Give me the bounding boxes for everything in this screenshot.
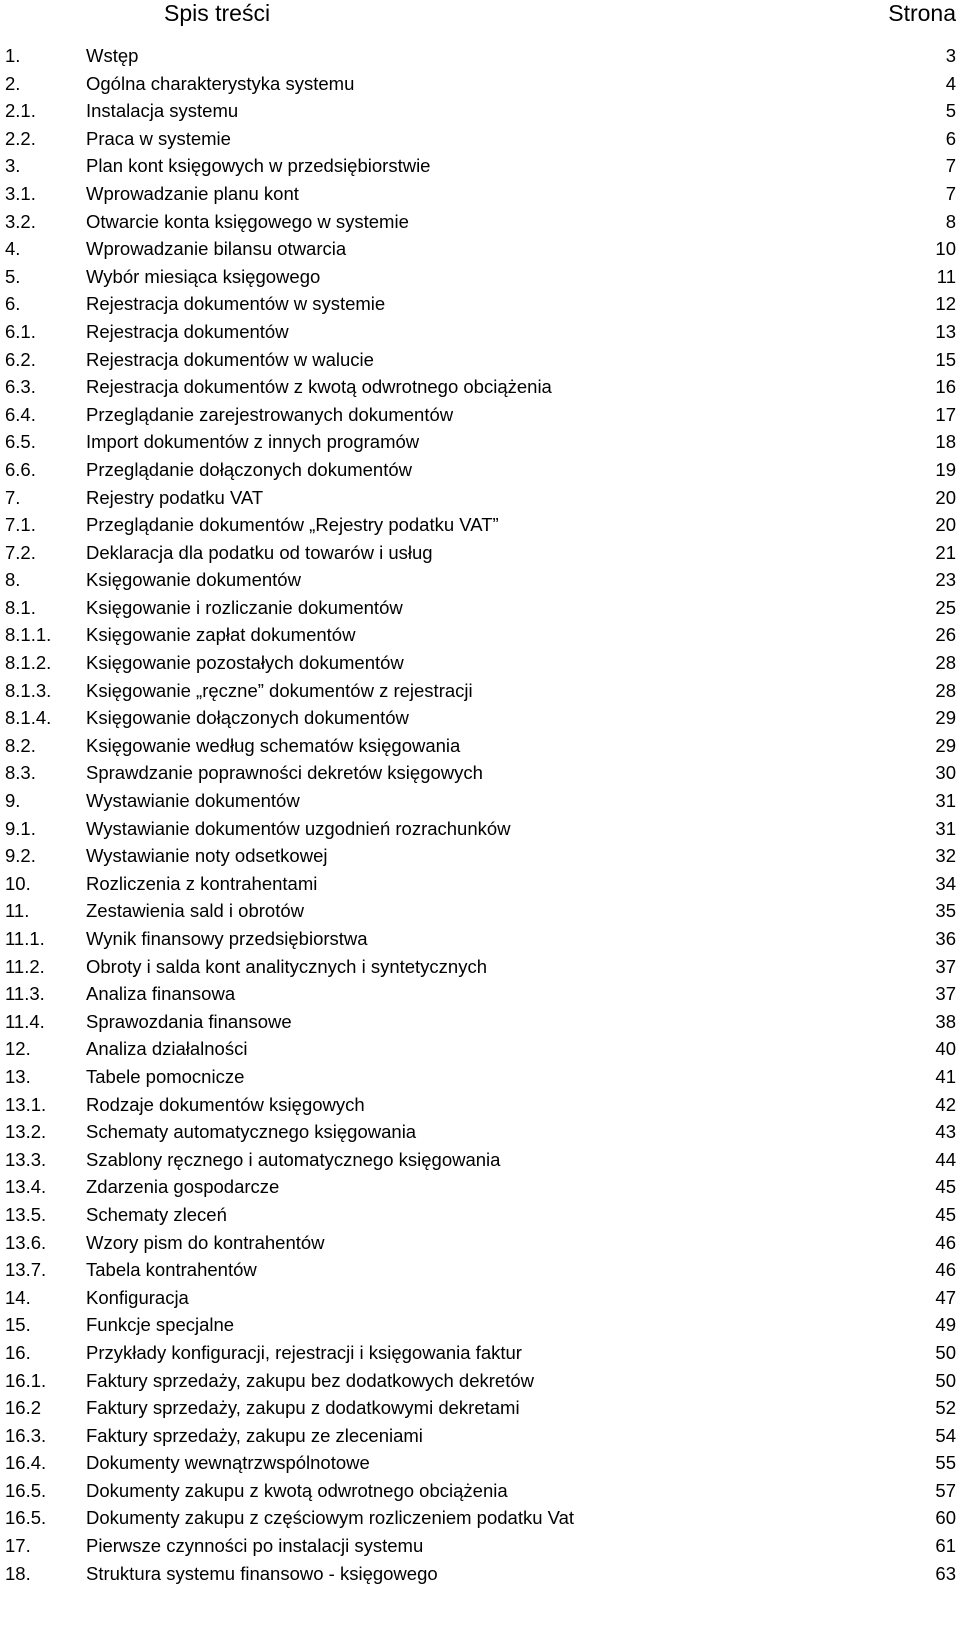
toc-entry-number: 8.2. [5,734,36,756]
toc-entry-label: Wzory pism do kontrahentów [86,1231,325,1253]
toc-entry-label: Księgowanie dokumentów [86,569,301,591]
toc-entry-number: 6.2. [5,348,36,370]
toc-entry-label: Rejestry podatku VAT [86,486,264,508]
toc-entry-label: Plan kont księgowych w przedsiębiorstwie [86,155,431,177]
toc-entry-page: 46 [935,1231,956,1253]
toc-entry-label: Tabela kontrahentów [86,1259,257,1281]
toc-entry-number: 8.1.1. [5,624,52,646]
toc-entry-label: Dokumenty zakupu z kwotą odwrotnego obciążenia [86,1479,508,1501]
toc-entry-number: 6.4. [5,403,36,425]
toc-entry-page: 28 [935,652,956,674]
toc-entry-label: Rejestracja dokumentów [86,320,289,342]
toc-entry[interactable] [0,1173,960,1201]
toc-entry-number: 17. [5,1535,31,1557]
toc-entry[interactable] [0,456,960,484]
toc-entry-label: Przeglądanie zarejestrowanych dokumentów [86,403,454,425]
toc-entry-page: 37 [935,955,956,977]
toc-entry-label: Faktury sprzedaży, zakupu z dodatkowymi dekretami [86,1397,520,1419]
toc-entry-number: 6. [5,293,21,315]
toc-entry-page: 46 [935,1259,956,1281]
toc-entry-number: 6.5. [5,431,36,453]
toc-entry-page: 61 [935,1535,956,1557]
toc-entry[interactable] [0,263,960,291]
toc-entry-label: Sprawdzanie poprawności dekretów księgowych [86,762,483,784]
toc-entry-page: 50 [935,1341,956,1363]
toc-entry-page: 40 [935,1038,956,1060]
toc-entry-number: 16.2 [5,1397,42,1419]
toc-entry-page: 44 [935,1148,956,1170]
toc-title: Spis treści [164,0,271,26]
toc-entry-number: 7.2. [5,541,36,563]
toc-entry[interactable] [0,70,960,98]
toc-entry-label: Analiza działalności [86,1038,248,1060]
toc-entry-page: 10 [935,238,956,260]
toc-entry-page: 7 [945,155,956,177]
toc-entry-label: Faktury sprzedaży, zakupu bez dodatkowych dekretów [86,1369,534,1391]
toc-entry-number: 6.1. [5,320,36,342]
toc-entry-number: 13.5. [5,1203,47,1225]
toc-entry[interactable] [0,1532,960,1560]
toc-page-column-heading: Strona [888,0,956,26]
toc-entry[interactable] [0,1063,960,1091]
toc-entry-page: 38 [935,1010,956,1032]
toc-entry[interactable] [0,1229,960,1257]
toc-entry-label: Rejestracja dokumentów z kwotą odwrotnego obciążenia [86,376,552,398]
toc-entry-number: 2.1. [5,100,36,122]
toc-entry-page: 20 [935,514,956,536]
toc-entry[interactable] [0,42,960,70]
toc-entry-page: 13 [935,320,956,342]
toc-entry[interactable] [0,1339,960,1367]
toc-entry[interactable] [0,1118,960,1146]
toc-entry-label: Dokumenty wewnątrzwspólnotowe [86,1452,370,1474]
toc-entry[interactable] [0,1311,960,1339]
toc-entry-label: Ogólna charakterystyka systemu [86,72,355,94]
toc-entry-page: 36 [935,928,956,949]
toc-entry-number: 3.1. [5,182,36,204]
toc-entry[interactable] [0,539,960,567]
toc-entry-page: 47 [935,1286,956,1308]
toc-entry-number: 5. [5,265,21,287]
toc-entry-label: Rejestracja dokumentów w walucie [86,348,374,370]
toc-entry-number: 2. [5,72,21,94]
toc-entry-number: 6.3. [5,376,36,398]
toc-entry-number: 13.3. [5,1148,47,1170]
toc-entry[interactable] [0,925,960,953]
toc-entry-label: Obroty i salda kont analitycznych i syntetycznych [86,955,488,977]
toc-entry-number: 1. [5,45,21,66]
toc-entry[interactable] [0,649,960,677]
toc-entry[interactable] [0,621,960,649]
toc-entry[interactable] [0,428,960,456]
toc-entry-number: 15. [5,1314,31,1336]
toc-entry[interactable] [0,1201,960,1229]
toc-entry[interactable] [0,1477,960,1505]
toc-entry-label: Sprawozdania finansowe [86,1010,292,1032]
toc-entry-label: Wystawianie dokumentów [86,790,300,812]
toc-entry-label: Zdarzenia gospodarcze [86,1176,280,1198]
toc-entry[interactable] [0,787,960,815]
toc-entry-label: Wprowadzanie planu kont [86,182,299,204]
toc-entry[interactable] [0,953,960,981]
toc-entry-page: 11 [936,265,956,287]
toc-entry[interactable] [0,897,960,925]
toc-entry-number: 8. [5,569,21,591]
toc-entry-number: 18. [5,1562,31,1584]
toc-entry-label: Struktura systemu finansowo - księgowego [86,1562,438,1584]
toc-entry[interactable] [0,566,960,594]
toc-entry-label: Analiza finansowa [86,983,236,1005]
toc-entry[interactable] [0,1256,960,1284]
toc-entry-number: 4. [5,238,21,260]
toc-entry[interactable] [0,152,960,180]
toc-entry-page: 8 [945,210,956,232]
toc-entry[interactable] [0,594,960,622]
toc-entry-label: Rozliczenia z kontrahentami [86,872,318,894]
toc-entry[interactable] [0,373,960,401]
toc-entry-page: 31 [935,790,956,812]
toc-entry[interactable] [0,815,960,843]
toc-entry-number: 8.1.4. [5,707,52,729]
toc-entry-label: Wybór miesiąca księgowego [86,265,321,287]
toc-entry-label: Faktury sprzedaży, zakupu ze zleceniami [86,1424,423,1446]
toc-entry[interactable] [0,511,960,539]
toc-entry-number: 13.7. [5,1259,47,1281]
toc-entry-number: 7. [5,486,21,508]
toc-entry-label: Przeglądanie dołączonych dokumentów [86,458,413,480]
toc-entry[interactable] [0,842,960,870]
toc-entry[interactable] [0,318,960,346]
toc-header [0,0,960,30]
toc-entry-number: 16.5. [5,1479,47,1501]
toc-entry[interactable] [0,401,960,429]
toc-entry-page: 45 [935,1203,956,1225]
toc-entry-number: 2.2. [5,127,36,149]
toc-entry-label: Przykłady konfiguracji, rejestracji i księgowania faktur [86,1341,522,1363]
toc-entry-page: 54 [935,1424,956,1446]
toc-entry-label: Szablony ręcznego i automatycznego księgowania [86,1148,501,1170]
toc-entry-label: Wystawianie dokumentów uzgodnień rozrachunków [86,817,511,839]
toc-entry-page: 55 [935,1452,956,1474]
toc-entry-number: 16.4. [5,1452,47,1474]
toc-entry[interactable] [0,759,960,787]
toc-entry-page: 45 [935,1176,956,1198]
toc-entry-number: 13.4. [5,1176,47,1198]
toc-entry-number: 13.1. [5,1093,47,1115]
toc-entry-page: 3 [945,45,956,66]
toc-entry-number: 9. [5,790,21,812]
toc-entry-page: 17 [935,403,956,425]
toc-entry[interactable] [0,1091,960,1119]
toc-entry-page: 12 [935,293,956,315]
toc-entry-number: 13.2. [5,1121,47,1143]
toc-entry[interactable] [0,677,960,705]
toc-entry-number: 8.3. [5,762,36,784]
toc-entry[interactable] [0,180,960,208]
toc-entry-page: 26 [935,624,956,646]
toc-entry-label: Funkcje specjalne [86,1314,235,1336]
toc-entry-page: 34 [935,872,956,894]
toc-entry-page: 57 [935,1479,956,1501]
toc-entry-page: 20 [935,486,956,508]
toc-entry-number: 8.1.2. [5,652,52,674]
toc-entry-number: 9.1. [5,817,36,839]
toc-entry-page: 7 [945,182,956,204]
toc-entry-label: Księgowanie dołączonych dokumentów [86,707,409,729]
toc-entry[interactable] [0,97,960,125]
toc-entry-number: 9.2. [5,845,36,867]
toc-entry-page: 16 [935,376,956,398]
toc-entry-number: 16.5. [5,1507,47,1529]
toc-entry-number: 16. [5,1341,31,1363]
toc-entry-label: Księgowanie według schematów księgowania [86,734,461,756]
toc-entry-number: 11.2. [5,955,45,977]
toc-entry-label: Import dokumentów z innych programów [86,431,420,453]
toc-entry-label: Dokumenty zakupu z częściowym rozliczeniem podatku Vat [86,1507,575,1529]
toc-entry-number: 11.3. [5,983,45,1005]
toc-entry[interactable] [0,1504,960,1532]
toc-entry-page: 37 [935,983,956,1005]
toc-entry-number: 13. [5,1065,31,1087]
toc-entry-label: Rodzaje dokumentów księgowych [86,1093,365,1115]
toc-entry-page: 63 [935,1562,956,1584]
toc-entry-number: 16.1. [5,1369,47,1391]
toc-entry-label: Schematy zleceń [86,1203,227,1225]
toc-entry[interactable] [0,1035,960,1063]
toc-entry-page: 19 [935,458,956,480]
toc-entry[interactable] [0,980,960,1008]
toc-entry[interactable] [0,1284,960,1312]
toc-entry-number: 6.6. [5,458,36,480]
toc-entry[interactable] [0,235,960,263]
toc-entry-page: 50 [935,1369,956,1391]
toc-entry-page: 60 [935,1507,956,1529]
toc-entry-page: 4 [945,72,956,94]
toc-entry-label: Tabele pomocnicze [86,1065,245,1087]
toc-entry-page: 6 [945,127,956,149]
toc-entry-page: 49 [935,1314,956,1336]
toc-entry-page: 5 [945,100,956,122]
toc-entry[interactable] [0,125,960,153]
toc-entry-page: 25 [935,596,956,618]
toc-entry-page: 21 [935,541,956,563]
toc-entry-label: Konfiguracja [86,1286,189,1308]
toc-entry-number: 16.3. [5,1424,47,1446]
toc-entry-number: 11. [5,900,30,922]
toc-entry[interactable] [0,1394,960,1422]
toc-entry-page: 43 [935,1121,956,1143]
toc-entry-label: Pierwsze czynności po instalacji systemu [86,1535,424,1557]
toc-entry-number: 8.1. [5,596,36,618]
toc-entry-label: Księgowanie zapłat dokumentów [86,624,356,646]
toc-entry-label: Wynik finansowy przedsiębiorstwa [86,928,368,949]
toc-entry-label: Schematy automatycznego księgowania [86,1121,417,1143]
toc-entry-label: Zestawienia sald i obrotów [86,900,304,922]
toc-entry-page: 29 [935,734,956,756]
toc-entry-number: 11.1. [5,928,45,949]
toc-entry-page: 42 [935,1093,956,1115]
toc-entry-page: 41 [935,1065,956,1087]
toc-entry-number: 3.2. [5,210,36,232]
toc-entry-label: Instalacja systemu [86,100,239,122]
toc-entry-number: 7.1. [5,514,36,536]
toc-entry[interactable] [0,1449,960,1477]
toc-entry-label: Księgowanie i rozliczanie dokumentów [86,596,403,618]
toc-entry[interactable] [0,1008,960,1036]
toc-entry-page: 35 [935,900,956,922]
toc-entry[interactable] [0,346,960,374]
toc-entry[interactable] [0,208,960,236]
toc-entry-label: Wstęp [86,45,139,66]
toc-entry-page: 52 [935,1397,956,1419]
toc-entry[interactable] [0,704,960,732]
toc-entry-number: 13.6. [5,1231,47,1253]
toc-entry[interactable] [0,732,960,760]
toc-entry-page: 32 [935,845,956,867]
toc-entry-label: Wprowadzanie bilansu otwarcia [86,238,347,260]
toc-entry[interactable] [0,1560,960,1588]
toc-entry-label: Otwarcie konta księgowego w systemie [86,210,409,232]
toc-entry-page: 29 [935,707,956,729]
toc-entry[interactable] [0,484,960,512]
toc-entry-number: 8.1.3. [5,679,52,701]
toc-entry-label: Przeglądanie dokumentów „Rejestry podatku VAT” [86,514,499,536]
toc-entry-page: 18 [935,431,956,453]
toc-entry-label: Rejestracja dokumentów w systemie [86,293,386,315]
toc-entry-page: 31 [935,817,956,839]
toc-entry[interactable] [0,1146,960,1174]
toc-entry-number: 10. [5,872,31,894]
toc-entry-label: Księgowanie pozostałych dokumentów [86,652,404,674]
toc-entry-number: 3. [5,155,21,177]
toc-entry-number: 14. [5,1286,31,1308]
toc-entry-page: 23 [935,569,956,591]
toc-entry[interactable] [0,1367,960,1395]
toc-entry-page: 15 [935,348,956,370]
toc-entry-label: Praca w systemie [86,127,231,149]
toc-entry-label: Księgowanie „ręczne” dokumentów z rejestracji [86,679,473,701]
toc-entry-number: 12. [5,1038,31,1060]
toc-entry-page: 30 [935,762,956,784]
toc-entry-label: Wystawianie noty odsetkowej [86,845,328,867]
toc-entry[interactable] [0,870,960,898]
toc-entry-number: 11.4. [5,1010,45,1032]
toc-entry[interactable] [0,290,960,318]
toc-list [0,42,960,1587]
toc-entry-label: Deklaracja dla podatku od towarów i usług [86,541,433,563]
toc-entry[interactable] [0,1422,960,1450]
toc-entry-page: 28 [935,679,956,701]
